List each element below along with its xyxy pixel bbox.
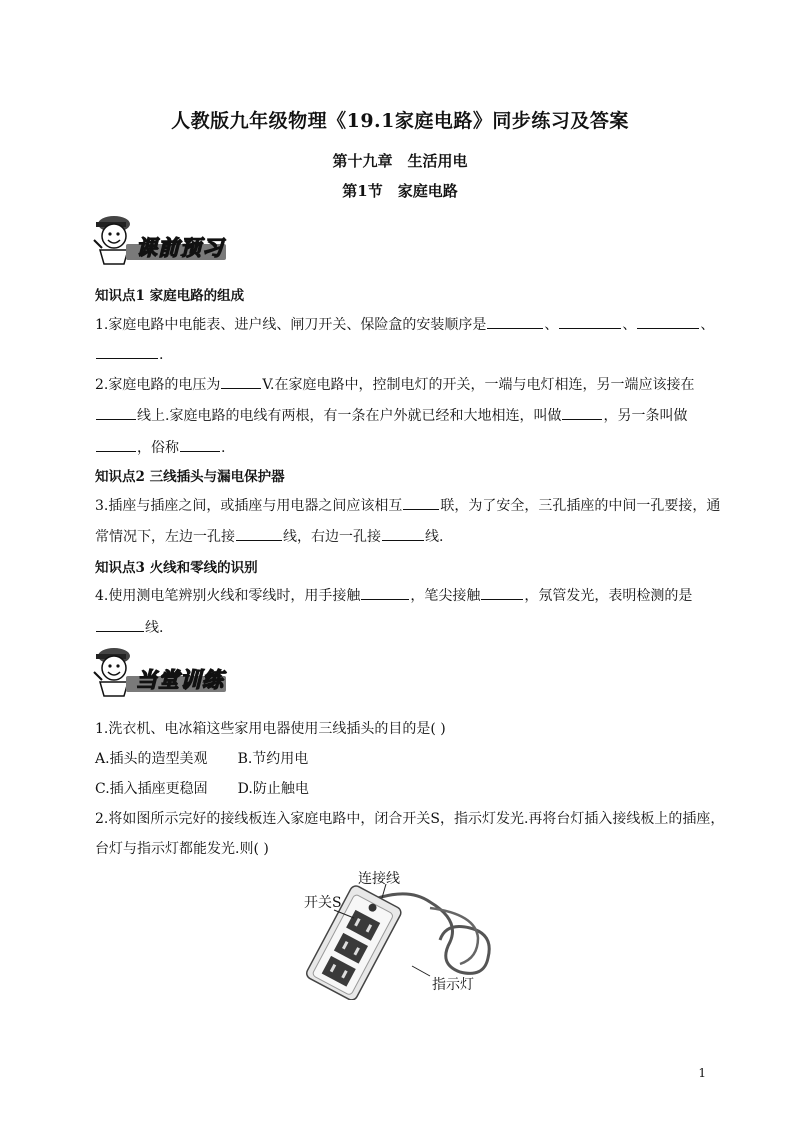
option-d: D.防止触电 [237, 781, 309, 797]
answer-blank [559, 314, 621, 329]
q3-text: 3.插座与插座之间，或插座与用电器之间应该相互 [95, 498, 403, 514]
knowledge-point-2: 知识点2 三线插头与漏电保护器 [95, 469, 285, 485]
practice-question-2-cont: 台灯与指示灯都能发光.则( ) [95, 841, 269, 857]
q3-text: 线，右边一孔接 [283, 529, 381, 545]
label-switch-s: 开关S [304, 895, 342, 911]
section-heading: 第1节 家庭电路 [342, 182, 458, 200]
practice-q1-options-cd [95, 778, 309, 798]
answer-blank [361, 585, 409, 600]
question-3 [95, 495, 720, 515]
q1-end: . [159, 347, 164, 363]
q1-sep: 、 [622, 317, 637, 333]
answer-blank [487, 314, 543, 329]
answer-blank [562, 405, 602, 420]
question-2-cont [95, 405, 687, 425]
q1-sep: 、 [700, 317, 715, 333]
question-1 [95, 314, 714, 334]
label-connecting-wire: 连接线 [358, 871, 400, 887]
q2-text: . [221, 440, 226, 456]
answer-blank [403, 495, 439, 510]
chapter-heading: 第十九章 生活用电 [332, 152, 468, 170]
answer-blank [96, 437, 136, 452]
answer-blank [180, 437, 220, 452]
q3-text: 联，为了安全，三孔插座的中间一孔要接，通 [440, 498, 721, 514]
q1-text: 1.家庭电路中电能表、进户线、闸刀开关、保险盒的安装顺序是 [95, 317, 487, 333]
banner-label: 课前预习 [136, 236, 224, 260]
answer-blank [637, 314, 699, 329]
answer-blank [96, 344, 158, 359]
q4-text: ，笔尖接触 [410, 588, 481, 604]
q2-text: 线上.家庭电路的电线有两根，有一条在户外就已经和大地相连，叫做 [137, 408, 562, 424]
answer-blank [382, 526, 424, 541]
q4-text: 线. [145, 620, 164, 636]
q4-text: ，氖管发光，表明检测的是 [524, 588, 693, 604]
q3-text: 线. [425, 529, 444, 545]
answer-blank [96, 617, 144, 632]
answer-blank [96, 405, 136, 420]
question-4 [95, 585, 692, 605]
q2-text: V.在家庭电路中，控制电灯的开关，一端与电灯相连，另一端应该接在 [262, 377, 695, 393]
q2-text: 2.家庭电路的电压为 [95, 377, 221, 393]
practice-question-1: 1.洗衣机、电冰箱这些家用电器使用三线插头的目的是( ) [95, 721, 446, 737]
question-4-cont [95, 617, 163, 637]
preview-banner [90, 210, 230, 266]
question-3-cont [95, 526, 443, 546]
practice-question-2: 2.将如图所示完好的接线板连入家庭电路中，闭合开关S，指示灯发光.再将台灯插入接线板上的插座， [95, 811, 725, 827]
q2-text: ，另一条叫做 [603, 408, 688, 424]
answer-blank [236, 526, 282, 541]
practice-banner [90, 642, 230, 698]
q4-text: 4.使用测电笔辨别火线和零线时，用手接触 [95, 588, 361, 604]
banner-label: 当堂训练 [136, 668, 224, 692]
answer-blank [221, 374, 261, 389]
knowledge-point-1: 知识点1 家庭电路的组成 [95, 288, 245, 304]
page-number: 1 [698, 1066, 706, 1080]
option-c: C.插入插座更稳固 [95, 781, 208, 797]
q3-text: 常情况下，左边一孔接 [95, 529, 235, 545]
question-2 [95, 374, 694, 394]
practice-q1-options-ab [95, 748, 308, 768]
question-2-end [95, 437, 225, 457]
option-b: B.节约用电 [237, 751, 309, 767]
q2-text: ，俗称 [137, 440, 179, 456]
knowledge-point-3: 知识点3 火线和零线的识别 [95, 560, 258, 576]
power-strip-figure [300, 868, 500, 1000]
option-a: A.插头的造型美观 [95, 751, 208, 767]
question-1-cont [95, 344, 163, 363]
label-indicator-light: 指示灯 [432, 977, 474, 993]
answer-blank [481, 585, 523, 600]
document-title: 人教版九年级物理《19.1家庭电路》同步练习及答案 [171, 110, 629, 132]
q1-sep: 、 [544, 317, 559, 333]
